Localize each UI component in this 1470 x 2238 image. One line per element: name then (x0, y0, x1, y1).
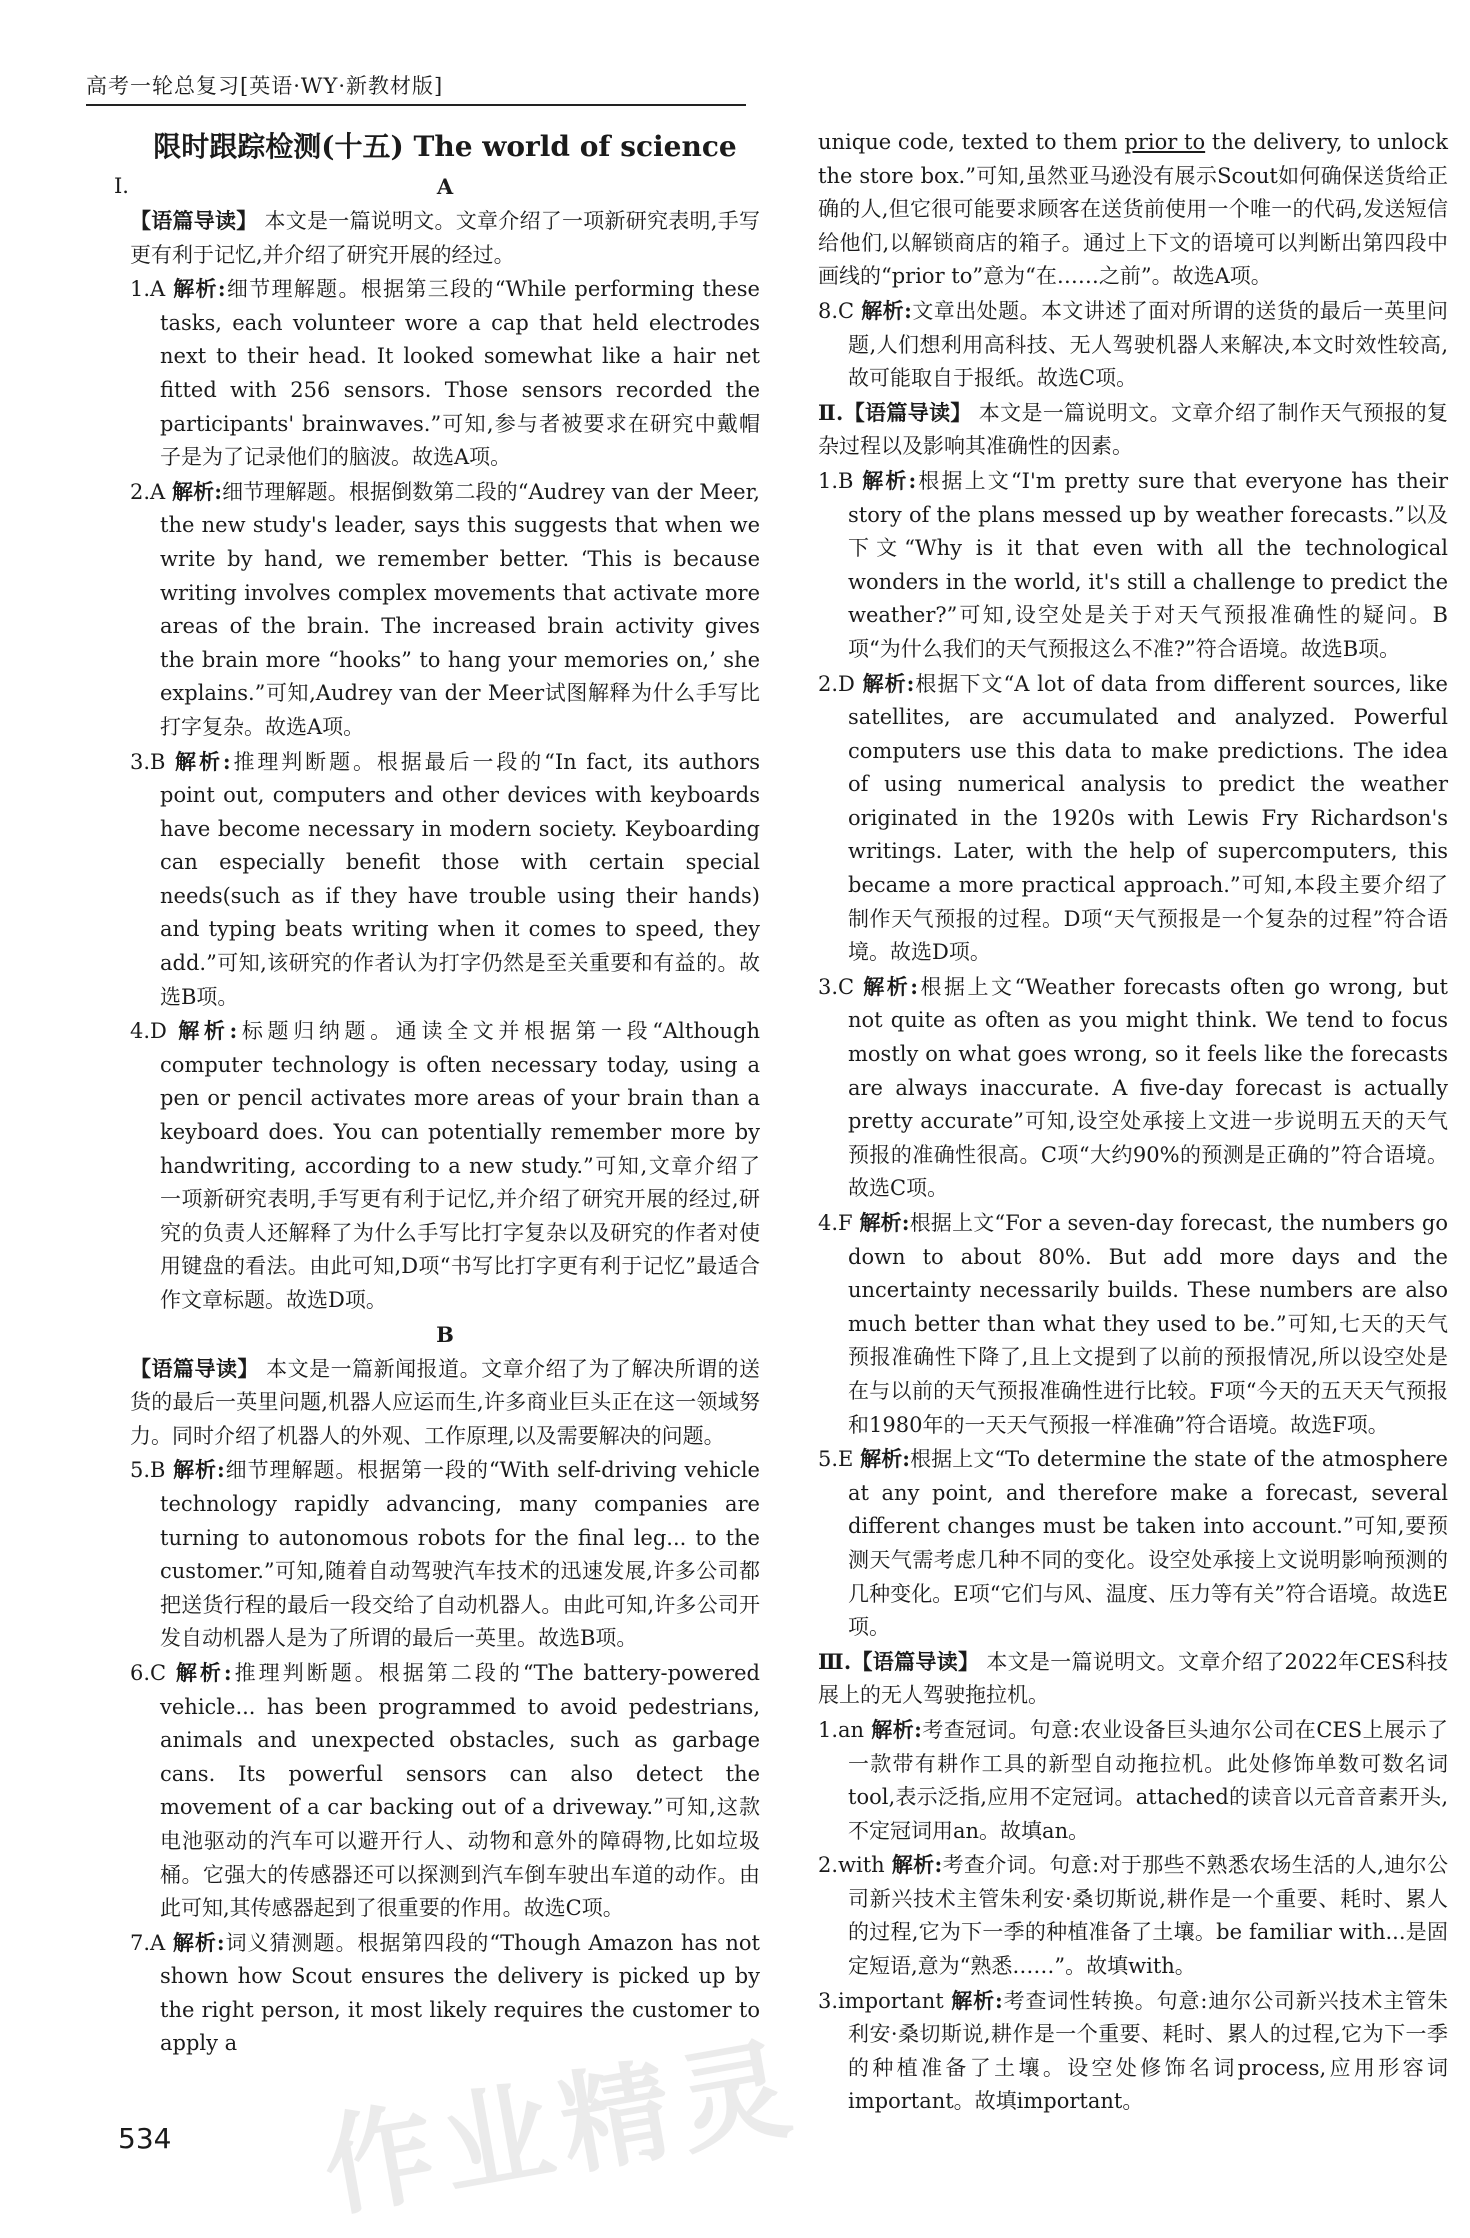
continued-text: the delivery, to unlock the store box.”可知,虽然亚马逊没有展示Scout如何确保送货给正确的人,但它很可能要求顾客在送货前使用一个唯一的代码,发送短信给他们,以解锁商店的箱子。通过上下文的语境可以判断出第四段中画线的“prior to”意为“在……之前”。故选A项。 (818, 130, 1448, 289)
answer-label: 解析: (860, 1446, 911, 1472)
answer-text: 根据上文“To determine the state of the atmosphere at any point, and therefore make a forecast, several different changes must be taken into account.”可知,要预测天气需考虑几种不同的变化。设空处承接上文说明影响预测的几种变化。E项“它们与风、温度、压力等有关”符合语境。故选E项。 (848, 1447, 1448, 1640)
guide-b (130, 1352, 760, 1454)
answer-number: 3.C (818, 974, 855, 999)
section-1-numeral: Ⅰ. (114, 174, 129, 198)
answer-item (818, 970, 1448, 1206)
answer-item (130, 1453, 760, 1656)
answer-number: 4.D (130, 1019, 167, 1044)
answer-label: 解析: (863, 973, 919, 999)
answer-label: 解析: (173, 276, 226, 302)
answer-number: 7.A (130, 1930, 166, 1955)
answer-item (818, 1442, 1448, 1645)
answer-item (818, 464, 1448, 667)
answer-label: 解析: (871, 1716, 922, 1742)
answer-label: 解析: (891, 1852, 943, 1878)
answer-label: 解析: (862, 670, 915, 696)
guide-a (130, 204, 760, 272)
continued-text: unique code, texted to them (818, 130, 1125, 154)
answer-label: 解析: (178, 1018, 238, 1044)
answer-item (130, 475, 760, 745)
guide-label: 【语篇导读】 (130, 208, 258, 233)
guide-label: 【语篇导读】 (843, 399, 972, 425)
answer-item (818, 1713, 1448, 1848)
answer-text: 考查词性转换。句意:迪尔公司新兴技术主管朱利安·桑切斯说,耕作是一个重要、耗时、累人的过程,它为下一季的种植准备了土壤。设空处修饰名词process,应用形容词important。故填important。 (848, 1988, 1448, 2114)
answer-label: 解析: (859, 1210, 910, 1235)
section-3-numeral: Ⅲ. (818, 1648, 852, 1674)
answer-text: 细节理解题。根据第一段的“With self-driving vehicle technology rapidly advancing, many companies are turning to autonomous robots for the final leg... to the customer.”可知,随着自动驾驶汽车技术的迅速发展,许多公司都把送货行程的最后一段交给了自动机器人。由此可知,许多公司开发自动机器人是为了所谓的最后一英里。故选B项。 (160, 1458, 760, 1651)
guide-section-3 (818, 1645, 1448, 1713)
answer-number: 5.B (130, 1458, 166, 1483)
answer-item (130, 272, 760, 475)
answer-item (818, 294, 1448, 396)
answer-text: 推理判断题。根据最后一段的“In fact, its authors point out, computers and other devices with keyboards have become necessary in modern society. Keyboarding can especially benefit those with certain special needs(such as if they have trouble using their hands) and typing beats writing when it comes to speed, they add.”可知,该研究的作者认为打字仍然是至关重要和有益的。故选B项。 (160, 749, 760, 1009)
answer-number: 8.C (818, 298, 855, 323)
answer-label: 解析: (861, 297, 912, 323)
answer-number: 5.E (818, 1447, 854, 1472)
answer-item (818, 1984, 1448, 2119)
answer-text: 根据上文“I'm pretty sure that everyone has their story of the plans messed up by weather forecasts.”以及下文“Why is it that even with all the technological wonders in the world, it's still a challenge to predict the weather?”可知,设空处是关于对天气预报准确性的疑问。B项“为什么我们的天气预报这么不准?”符合语境。故选B项。 (848, 468, 1448, 661)
sub-heading-a: A (436, 174, 454, 199)
answer-number: 1.an (818, 1717, 865, 1742)
answer-item (818, 1206, 1448, 1442)
answer-text: 细节理解题。根据第三段的“While performing these tasks, each volunteer wore a cap that held electrodes next to their head. It looked somewhat like a hair net fitted with 256 sensors. Those sensors recorded the participants' brainwaves.”可知,参与者被要求在研究中戴帽子是为了记录他们的脑波。故选A项。 (160, 277, 760, 470)
answer-item (818, 667, 1448, 970)
answer-number: 1.A (130, 277, 166, 302)
answer-number: 6.C (130, 1660, 167, 1685)
answer-label: 解析: (862, 467, 917, 493)
answer-number: 3.important (818, 1988, 944, 2013)
header-rule (86, 104, 746, 106)
answer-text: 细节理解题。根据倒数第二段的“Audrey van der Meer, the new study's leader, says this suggests that when we write by hand, we remember better. ‘This is because writing involves complex movements that activate more areas of the brain. The increased brain activity gives the brain more “hooks” to hang your memories on,’ she explains.”可知,Audrey van der Meer试图解释为什么手写比打字复杂。故选A项。 (160, 479, 760, 739)
answer-number: 2.with (818, 1853, 885, 1878)
answer-number: 2.D (818, 671, 855, 696)
right-column (818, 126, 1448, 2119)
section-1-heading (114, 170, 760, 204)
guide-text: 本文是一篇说明文。文章介绍了一项新研究表明,手写更有利于记忆,并介绍了研究开展的经过。 (130, 209, 760, 267)
page-header: 高考一轮总复习[英语·WY·新教材版] (86, 74, 444, 98)
answer-item-continued (818, 126, 1448, 294)
answer-number: 4.F (818, 1211, 853, 1235)
answer-item (818, 1848, 1448, 1983)
answer-text: 根据上文“For a seven-day forecast, the numbers go down to about 80%. But add more days and the uncertainty necessarily builds. These numbers are also much better than what they used to be.”可知,七天的天气预报准确性下降了,且上文提到了以前的预报情况,所以设空处是在与以前的天气预报准确性进行比较。F项“今天的五天天气预报和1980年的一天天气预报一样准确”符合语境。故选F项。 (848, 1211, 1448, 1437)
watermark: 作业精灵 (314, 2023, 810, 2233)
answer-number: 1.B (818, 468, 854, 493)
page-title: 限时跟踪检测(十五) The world of science (153, 130, 737, 163)
answer-text: 词义猜测题。根据第四段的“Though Amazon has not shown how Scout ensures the delivery is picked up by the right person, it most likely requires the customer to apply a (160, 1930, 760, 2056)
answer-text: 根据上文“Weather forecasts often go wrong, but not quite as often as you might think. We tend to focus mostly on what goes wrong, so it feels like the forecasts are always inaccurate. A five-day forecast is actually pretty accurate”可知,设空处承接上文进一步说明五天的天气预报的准确性很高。C项“大约90%的预测是正确的”符合语境。故选C项。 (848, 974, 1448, 1201)
guide-text: 本文是一篇说明文。文章介绍了2022年CES科技展上的无人驾驶拖拉机。 (818, 1649, 1448, 1708)
answer-text: 考查介词。句意:对于那些不熟悉农场生活的人,迪尔公司新兴技术主管朱利安·桑切斯说,耕作是一个重要、耗时、累人的过程,它为下一季的种植准备了土壤。be familiar with...是固定短语,意为“熟悉……”。故填with。 (848, 1853, 1448, 1979)
underlined-phrase: prior to (1124, 130, 1206, 154)
answer-text: 根据下文“A lot of data from different sources, like satellites, are accumulated and analyzed. Powerful computers use this data to make predictions. The idea of using numerical analysis to predict the weather originated in the 1920s with Lewis Fry Richardson's writings. Later, with the help of supercomputers, this became a more practical approach.”可知,本段主要介绍了制作天气预报的过程。D项“天气预报是一个复杂的过程”符合语境。故选D项。 (848, 671, 1448, 965)
guide-label: 【语篇导读】 (130, 1355, 259, 1381)
answer-text: 考查冠词。句意:农业设备巨头迪尔公司在CES上展示了一款带有耕作工具的新型自动拖拉机。此处修饰单数可数名词tool,表示泛指,应用不定冠词。attached的读音以元音音素开头,不定冠词用an。故填an。 (848, 1717, 1448, 1843)
answer-label: 解析: (951, 1987, 1003, 2013)
page-number: 534 (118, 2122, 172, 2155)
answer-text: 文章出处题。本文讲述了面对所谓的送货的最后一英里问题,人们想利用高科技、无人驾驶机器人来解决,本文时效性较高,故可能取自于报纸。故选C项。 (848, 298, 1448, 391)
guide-text: 本文是一篇新闻报道。文章介绍了为了解决所谓的送货的最后一英里问题,机器人应运而生,许多商业巨头正在这一领域努力。同时介绍了机器人的外观、工作原理,以及需要解决的问题。 (130, 1356, 760, 1448)
answer-item (130, 1656, 760, 1926)
guide-text: 本文是一篇说明文。文章介绍了制作天气预报的复杂过程以及影响其准确性的因素。 (818, 400, 1449, 459)
answer-label: 解析: (172, 478, 222, 504)
answer-item (130, 1014, 760, 1317)
answer-number: 3.B (130, 749, 166, 774)
answer-item (130, 745, 760, 1015)
answer-text: 推理判断题。根据第二段的“The battery-powered vehicle... has been programmed to avoid pedestrians, animals and unexpected obstacles, such as garbage cans. Its powerful sensors can also detect the movement of a car backing out of a driveway.”可知,这款电池驱动的汽车可以避开行人、动物和意外的障碍物,比如垃圾桶。它强大的传感器还可以探测到汽车倒车驶出车道的动作。由此可知,其传感器起到了很重要的作用。故选C项。 (160, 1660, 760, 1921)
guide-label: 【语篇导读】 (851, 1648, 980, 1674)
answer-label: 解析: (175, 1659, 232, 1685)
left-column (114, 126, 760, 2061)
section-2-numeral: Ⅱ. (818, 399, 844, 425)
answer-number: 2.A (130, 479, 166, 504)
sub-heading-b: B (436, 1321, 454, 1347)
answer-label: 解析: (172, 1929, 225, 1955)
answer-label: 解析: (173, 1457, 225, 1483)
answer-text: 标题归纳题。通读全文并根据第一段“Although computer technology is often necessary today, using a pen or pencil activates more areas of your brain than a keyboard does. You can potentially remember more by handwriting, according to a new study.”可知,文章介绍了一项新研究表明,手写更有利于记忆,并介绍了研究开展的经过,研究的负责人还解释了为什么手写比打字复杂以及研究的作者对使用键盘的看法。由此可知,D项“书写比打字更有利于记忆”最适合作文章标题。故选D项。 (160, 1019, 760, 1312)
answer-label: 解析: (175, 748, 231, 774)
guide-section-2 (818, 396, 1448, 464)
